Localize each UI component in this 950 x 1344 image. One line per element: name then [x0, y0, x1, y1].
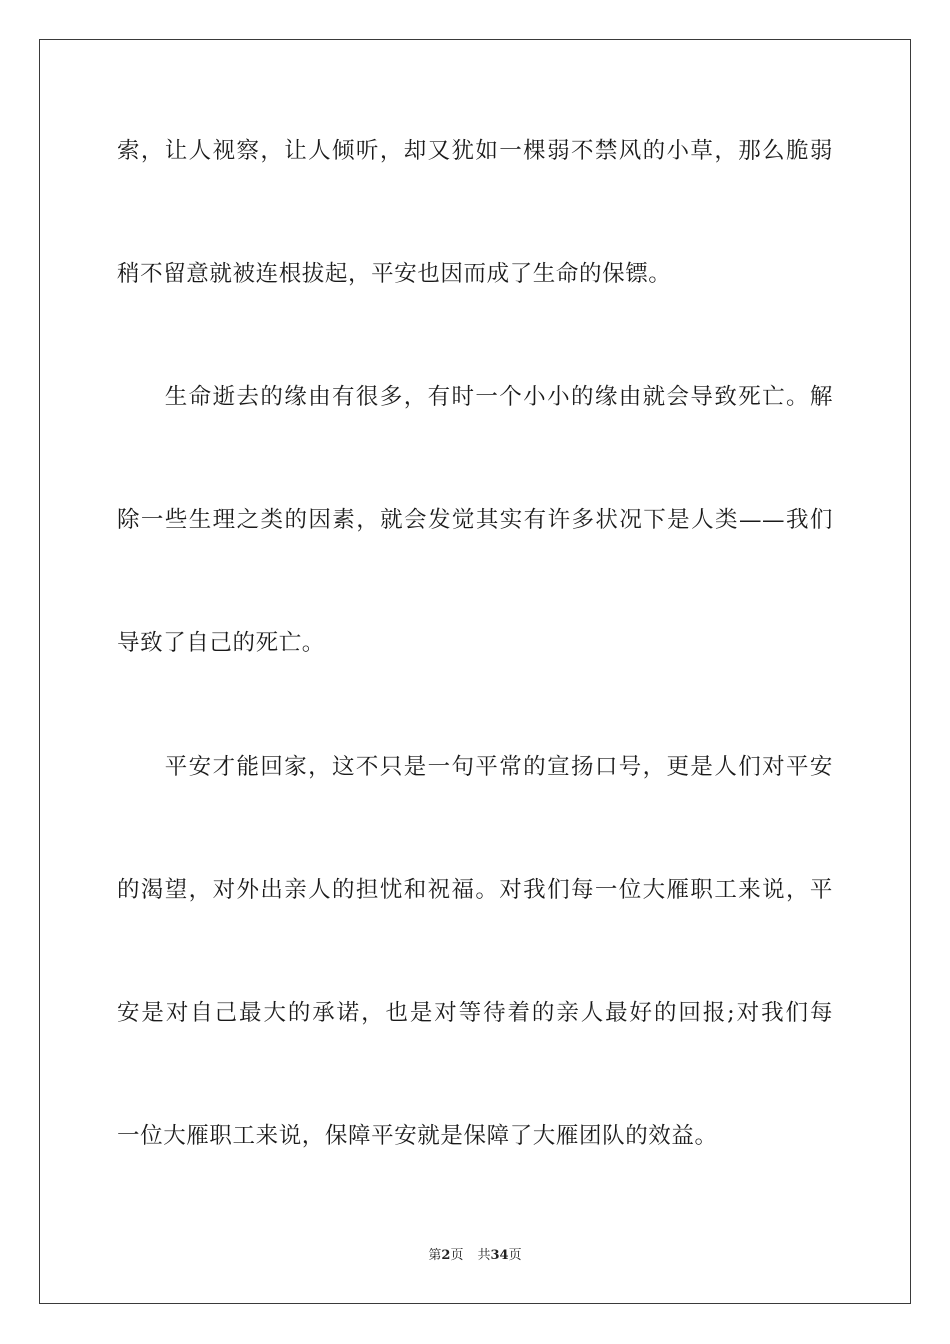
page-border [39, 39, 911, 1304]
body-text-line: 平安才能回家，这不只是一句平常的宣扬口号，更是人们对平安 [117, 754, 833, 780]
body-text-line: 稍不留意就被连根拔起，平安也因而成了生命的保镖。 [117, 261, 672, 287]
page-prefix: 第 [428, 1248, 442, 1263]
body-text-line: 导致了自己的死亡。 [117, 630, 325, 656]
total-suffix: 页 [508, 1248, 522, 1263]
page-footer [0, 1247, 950, 1265]
body-text-line: 的渴望，对外出亲人的担忧和祝福。对我们每一位大雁职工来说，平 [117, 877, 833, 903]
page-number: 2 [441, 1248, 451, 1263]
body-text-line: 安是对自己最大的承诺，也是对等待着的亲人最好的回报;对我们每 [117, 1000, 833, 1026]
total-pages: 34 [490, 1248, 509, 1263]
page-suffix: 页 [450, 1248, 464, 1263]
body-text-line: 生命逝去的缘由有很多，有时一个小小的缘由就会导致死亡。解 [117, 384, 833, 410]
body-text-line: 索，让人视察，让人倾听，却又犹如一棵弱不禁风的小草，那么脆弱 [117, 138, 833, 164]
body-text-line: 除一些生理之类的因素，就会发觉其实有许多状况下是人类——我们 [117, 507, 833, 533]
body-text-line: 一位大雁职工来说，保障平安就是保障了大雁团队的效益。 [117, 1123, 718, 1149]
total-prefix: 共 [477, 1248, 491, 1263]
